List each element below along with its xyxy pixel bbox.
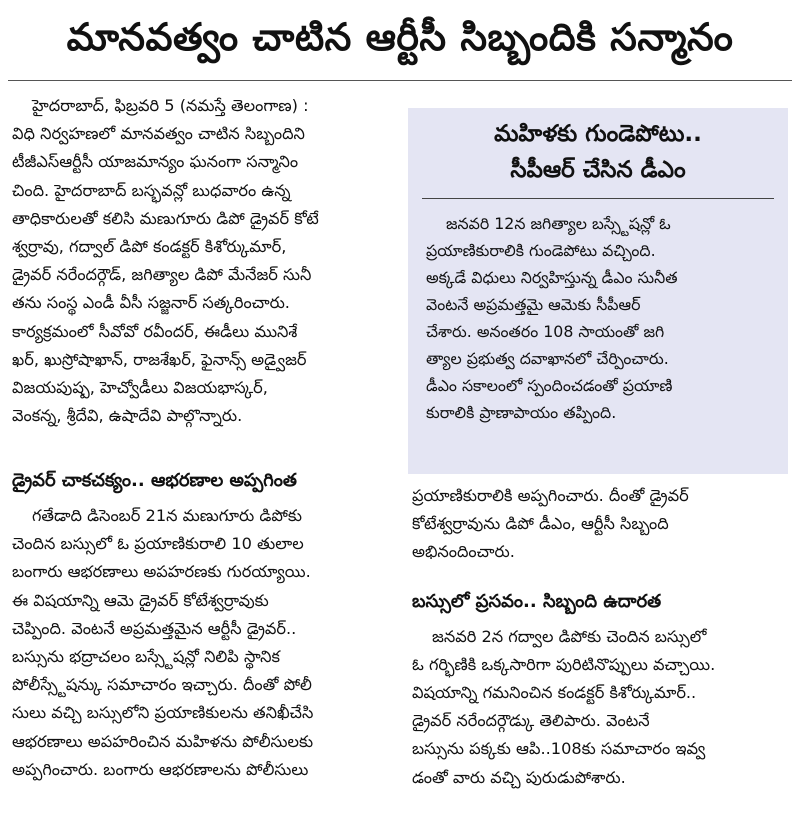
text-line: డీఎం సకాలంలో స్పందించడంతో ప్రయాణి (426, 376, 673, 395)
box-title-line-2: సీపీఆర్ చేసిన డీఎం (510, 157, 686, 183)
headline: మానవత్వం చాటిన ఆర్టీసీ సిబ్బందికి సన్మానం (66, 15, 734, 59)
left-column (12, 92, 392, 430)
text-line: అభినందించారు. (412, 542, 515, 562)
text-line: ఈ విషయాన్ని ఆమె డ్రైవర్ కోటేశ్వర్రావుకు (12, 590, 269, 610)
text-line: విజయపుష్ప, హెచ్వోడీలు విజయభాస్కర్, (12, 378, 268, 398)
subhead-driver: డ్రైవర్ చాకచక్యం.. ఆభరణాల అప్పగింత (12, 470, 297, 491)
text-line: డంతో వారు వచ్చి పురుడుపోశారు. (412, 767, 626, 787)
text-line: హైదరాబాద్, ఫిబ్రవరి 5 (నమస్తే తెలంగాణ) : (32, 96, 309, 115)
text-line: ఓ గర్భిణికి ఒక్కసారిగా పురిటినొప్పులు వచ్చాయి. (412, 654, 716, 674)
box-title-rule (422, 198, 774, 199)
headline-rule (8, 80, 792, 81)
text-line: జనవరి 12న జగిత్యాల బస్స్టేషన్లో ఓ (446, 214, 671, 233)
text-line: త్యాల ప్రభుత్వ దవాఖానలో చేర్పించారు. (426, 349, 669, 368)
text-line: కురాలికి ప్రాణాపాయం తప్పింది. (426, 403, 617, 422)
text-line: చేశారు. అనంతరం 108 సాయంతో జగి (426, 322, 665, 341)
text-line: బస్సును పక్కకు ఆపి..108కు సమాచారం ఇవ్వ (412, 739, 706, 759)
right-column (412, 482, 788, 792)
text-line: చింది. హైదరాబాద్ బస్భవన్లో బుధవారం ఉన్న (12, 180, 291, 200)
box-title-line-1: మహిళకు గుండెపోటు.. (494, 121, 702, 147)
text-line: వెంటనే అప్రమత్తమై ఆమెకు సీపీఆర్ (426, 295, 641, 314)
text-line: తను సంస్థ ఎండీ వీసీ సజ్జనార్ సత్కరించారు. (12, 293, 290, 313)
text-line: తాధికారులతో కలిసి మణుగూరు డిపో డ్రైవర్ కోటే (12, 208, 319, 228)
text-line: ఖర్, ఖుస్రోషాఖాన్, రాజశేఖర్, ఫైనాన్స్ అడ్వైజర్ (12, 349, 307, 369)
text-line: డ్రైవర్ నరేందర్గౌడ్కు తెలిపారు. వెంటనే (412, 711, 650, 731)
text-line: కోటేశ్వర్రావును డిపో డీఎం, ఆర్టీసీ సిబ్బంది (412, 514, 669, 534)
text-line: చెప్పింది. వెంటనే అప్రమత్తమైన ఆర్టీసీ డ్రైవర్.. (12, 618, 297, 638)
text-line: బంగారు ఆభరణాలు అపహరణకు గురయ్యాయి. (12, 562, 311, 582)
continuation-paragraph (412, 482, 788, 567)
intro-paragraph (12, 92, 392, 430)
story-1-paragraph (12, 502, 392, 784)
text-line: ప్రయాణికురాలికి గుండెపోటు వచ్చింది. (426, 241, 656, 260)
text-line: అక్కడే విధులు నిర్వహిస్తున్న డీఎం సునీత (426, 268, 678, 287)
left-column-story-1 (12, 466, 392, 784)
text-line: విధి నిర్వహణలో మానవత్వం చాటిన సిబ్బందిని (12, 124, 305, 144)
text-line: చెందిన బస్సులో ఓ ప్రయాణికురాలి 10 తులాల (12, 534, 304, 554)
text-line: బస్సును భద్రాచలం బస్స్టేషన్లో నిలిపి స్థానిక (12, 647, 280, 667)
text-line: కార్యక్రమంలో సీవోవో రవీందర్, ఈడీలు మునిశే (12, 321, 298, 341)
box-body (426, 210, 774, 426)
text-line: ఆభరణాలు అపహరించిన మహిళను పోలీసులకు (12, 731, 314, 751)
text-line: సులు వచ్చి బస్సులోని ప్రయాణికులను తనిఖీచేసి (12, 703, 314, 723)
subhead-delivery: బస్సులో ప్రసవం.. సిబ్బంది ఉదారత (412, 590, 662, 612)
story-2-paragraph (412, 623, 788, 792)
text-line: టీజీఎస్ఆర్టీసీ యాజమాన్యం ఘనంగా సన్మానిం (12, 152, 299, 172)
text-line: ప్రయాణికురాలికి అప్పగించారు. దీంతో డ్రైవర్ (412, 486, 689, 505)
text-line: డ్రైవర్ నరేందర్గౌడ్, జగిత్యాల డిపో మేనేజర్ సునీ (12, 265, 312, 285)
text-line: శ్వర్రావు, గద్వాల్ డిపో కండక్టర్ కిశోర్కుమార్, (12, 237, 287, 257)
text-line: విషయాన్ని గమనించిన కండక్టర్ కిశోర్కుమార్.. (412, 683, 697, 703)
text-line: అప్పగించారు. బంగారు ఆభరణాలను పోలీసులు (12, 759, 309, 779)
text-line: వెంకన్న, శ్రీదేవి, ఉషాదేవి పాల్గొన్నారు. (12, 406, 243, 426)
text-line: జనవరి 2న గద్వాల డిపోకు చెందిన బస్సులో (432, 626, 707, 646)
text-line: పోలీస్స్టేషన్కు సమాచారం ఇచ్చారు. దీంతో పోలీ (12, 675, 312, 695)
sidebar-box (408, 108, 788, 474)
text-line: గతేడాది డిసెంబర్ 21న మణుగూరు డిపోకు (32, 506, 302, 525)
